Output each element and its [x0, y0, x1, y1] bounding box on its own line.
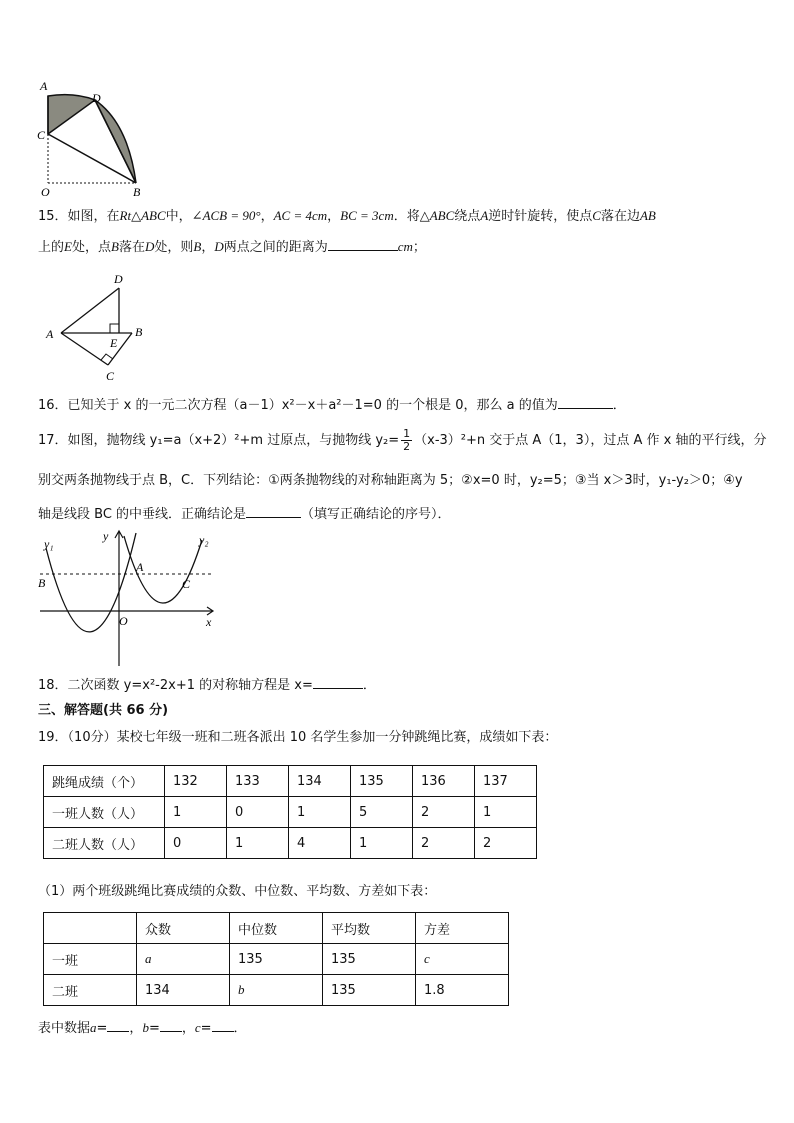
label-x-axis: x	[206, 615, 212, 629]
label-d: D	[114, 272, 123, 286]
section-heading: 三、解答题(共 66 分)	[38, 703, 169, 718]
statistics-table	[43, 912, 509, 1006]
fraction-one-half: $\frac{1}{2}$	[403, 427, 411, 453]
table-row: 二班人数（人） 0 1 4 1 2 2	[44, 828, 537, 859]
label-b: B	[133, 185, 141, 198]
q16: 16．已知关于 x 的一元二次方程（a－1）x²－x＋a²－1=0 的一个根是 0，那么 a 的值为 ．	[38, 398, 626, 413]
q17-answer-blank[interactable]	[246, 505, 301, 518]
label-o: O	[41, 185, 50, 198]
label-y1: y₁	[44, 537, 54, 551]
answer-blank-b[interactable]	[160, 1019, 182, 1032]
answer-blank-a[interactable]	[107, 1019, 129, 1032]
label-e: E	[110, 336, 118, 350]
jump-rope-score-table	[43, 765, 537, 859]
label-y-axis: y	[103, 529, 109, 543]
table-row: 二班 134 b 135 1.8	[44, 975, 509, 1006]
q15-line2: 上的E处，点B落在D处，则B，D两点之间的距离为 cm；	[38, 239, 426, 255]
table-header-row: 众数 中位数 平均数 方差	[44, 913, 509, 944]
q18: 18．二次函数 y=x²-2x+1 的对称轴方程是 x= ．	[38, 678, 376, 693]
q17-line1: 17．如图，抛物线 y₁=a（x+2）²+m 过原点，与抛物线 y₂= $\frac{1}{2}$ （x-3）²+n 交于点 A（1，3），过点 A 作 x 轴的平行线，分	[38, 427, 767, 453]
q19-intro: 19．（10分）某校七年级一班和二班各派出 10 名学生参加一分钟跳绳比赛，成绩如下表：	[38, 730, 558, 745]
figure-parabolas	[36, 528, 221, 668]
table-row: 一班 a 135 135 c	[44, 944, 509, 975]
q17-line2: 别交两条抛物线于点 B，C．下列结论：①两条抛物线的对称轴距离为 5；②x=0 时，y₂=5；③当 x＞3时，y₁-y₂＞0；④y	[38, 473, 743, 488]
table-header-row: 跳绳成绩（个） 132 133 134 135 136 137	[44, 766, 537, 797]
label-d: D	[92, 91, 101, 105]
label-b: B	[38, 576, 46, 590]
figure-triangle-rotation	[40, 270, 160, 385]
q15-answer-blank[interactable]	[328, 238, 398, 251]
q17-line3: 轴是线段 BC 的中垂线．正确结论是 （填写正确结论的序号）．	[38, 507, 451, 522]
figure-sector	[36, 78, 156, 198]
label-b: B	[135, 325, 143, 339]
table-row: 一班人数（人） 1 0 1 5 2 1	[44, 797, 537, 828]
q19-sub1: （1）两个班级跳绳比赛成绩的众数、中位数、平均数、方差如下表：	[38, 884, 437, 899]
q19-fill-line: 表中数据a= ，b= ，c= ．	[38, 1020, 247, 1036]
label-a: A	[136, 560, 144, 574]
label-c: C	[37, 128, 46, 142]
label-o: O	[119, 614, 128, 628]
shaded-region-ad	[48, 95, 95, 134]
label-c: C	[106, 369, 115, 383]
q16-answer-blank[interactable]	[558, 396, 613, 409]
label-a: A	[46, 327, 54, 341]
label-a: A	[40, 79, 48, 93]
answer-blank-c[interactable]	[212, 1019, 234, 1032]
label-c: C	[182, 577, 191, 591]
q18-answer-blank[interactable]	[313, 676, 363, 689]
q15-line1: 15．如图，在Rt△ABC中，∠ACB = 90°，AC = 4cm，BC = 3cm．将△ABC绕点A逆时针旋转，使点C落在边AB	[38, 208, 656, 224]
label-y2: y₂	[199, 533, 209, 547]
